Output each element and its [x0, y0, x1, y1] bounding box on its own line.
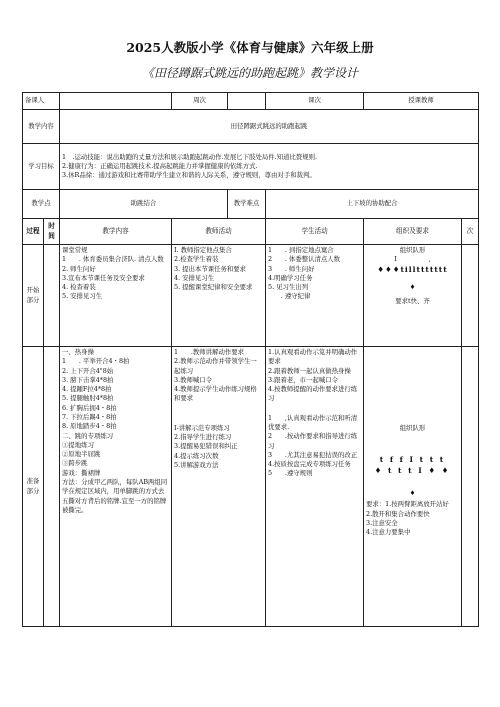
list-item: 1.认真观看动作示笕并明确动作要求: [268, 348, 358, 366]
teacher-label: 授课教师: [364, 93, 479, 110]
header-time: 时间: [44, 219, 60, 245]
list-item: 二、跳的专项练习: [62, 431, 114, 440]
prep-teacher: [172, 347, 266, 627]
list-item: I-讲解示范专项练习: [174, 423, 230, 432]
prep-time: [44, 347, 60, 627]
list-item: 5. 见习生出列: [268, 283, 309, 292]
prep-content: [60, 347, 172, 627]
header-student: 学生活动: [266, 219, 364, 245]
formation-row: ♦ t t t I ♦ ♦: [374, 466, 451, 476]
difficult-label: 教学难点: [228, 190, 266, 219]
header-teacher: 教师活动: [172, 219, 266, 245]
info-row: [23, 93, 479, 110]
opening-label: 开始部分: [23, 245, 44, 347]
objective-item: 2.健康行为：正确运用起跳技术.提高起跳能力并掌握健康的依练方式.: [62, 161, 258, 170]
org-requirement: 2.散开和集合动作要快: [366, 509, 430, 518]
preparer-label: 备课人: [23, 93, 60, 110]
org-requirement: 3.注意安全: [366, 518, 398, 527]
list-item: 2.检查学生着装: [174, 255, 219, 264]
objective-item: 3.休R品徐：通过游戏和比赛带助学生建立和谐的人际关系，遵守规则，尊由对手和裁判。: [62, 171, 316, 180]
opening-time: [44, 245, 60, 347]
opening-times: [462, 245, 479, 347]
key-points-label: 教学点: [23, 190, 60, 219]
objectives-list: [60, 144, 479, 190]
preparer-value: [60, 93, 172, 110]
list-item: 7. 下拉后踢4・8拍: [62, 412, 117, 421]
list-item: 2.指导学生进行练习: [174, 432, 232, 441]
opening-student: [266, 245, 364, 347]
list-item: 5.讲解游戏方法: [174, 460, 219, 469]
list-item: 1 . 平举开合4・8拍: [62, 357, 130, 366]
prep-label: 准备部分: [23, 347, 44, 627]
list-item: 4. 安排见习生: [174, 273, 215, 282]
list-item: 1 .教师讲解动作要求: [174, 348, 245, 356]
list-item: 5. 提腿触肘4*8拍: [62, 394, 114, 403]
key-points-value: 助跳结合: [60, 190, 228, 219]
week-value: [228, 93, 266, 110]
list-item: 1 . 体育委员集合济队. 清点人数: [62, 255, 164, 264]
list-item: 4.明确学习任务: [268, 273, 313, 282]
list-item: 4.按教师提醒的动作要求进行练习: [268, 385, 358, 403]
document-title: 2025人教版小学《体育与健康》六年级上册: [126, 40, 374, 55]
document-subtitle: 《田径蹲踞式跳远的助跑起跳》教学设计: [141, 66, 358, 80]
list-item: 3 .尤其注意易犯拈误的改正: [268, 450, 358, 459]
content-row: [23, 110, 479, 144]
list-item: 3. 提出本节课任务和要求: [174, 264, 247, 273]
content-value: 田径蹲踞式跳远的助跑起跳: [60, 110, 479, 144]
prep-row: [23, 347, 479, 627]
opening-organization: [364, 245, 462, 347]
org-title: 组织队形: [399, 424, 426, 432]
list-item: 3.跟着老，市一起喊口令: [268, 375, 339, 384]
list-item: 5 .遵守规则: [268, 469, 313, 478]
key-points-row: [23, 190, 479, 219]
list-item: 3.提醒易犯错误和纠正: [174, 442, 238, 451]
formation-row: I ,: [394, 255, 431, 264]
org-requirement: 要求：1.按两臂距离放开站好: [366, 500, 449, 509]
list-item: 4.提示练习次数: [174, 451, 219, 460]
list-item: 6. 扩胸后拥4・8拍: [62, 403, 117, 412]
list-item: 2.跟着教师一起认真做热身操: [268, 366, 351, 375]
opening-row: [23, 245, 479, 347]
list-item: 方法：分成甲乙两队，每队AB两组同学在规定区域内，用单脚跳的方式去五撕对方背后的铭牌.宜至一方的铭牌被撕完。: [62, 477, 168, 514]
header-content: 教学内容: [60, 219, 172, 245]
list-item: 4.按质按盘完成专项练习任务: [268, 460, 351, 469]
list-item: 3.宣布本节课任务及安全要求: [62, 273, 145, 282]
org-requirement: 4.注意力要集中: [366, 528, 411, 537]
list-item: 4.教师提示学生动作练习规格和要求: [174, 385, 257, 403]
formation-row: ♦♦♦tillttttttt: [377, 264, 448, 274]
list-item: ③跨步跳: [62, 459, 88, 468]
list-item: 2 . 体委整认清点人数: [268, 255, 341, 264]
list-item: 2. 上下开合4"8始: [62, 366, 114, 375]
list-item: ②原地半屈跳: [62, 450, 101, 459]
list-item: 3 . 师生问好: [268, 264, 315, 273]
objectives-label: 学习目标: [23, 144, 60, 190]
formation-row: ♦: [409, 489, 416, 498]
week-label: 周次: [172, 93, 228, 110]
list-item: 5. 提醒课堂纪律和安全要求: [174, 283, 253, 292]
list-item: . 遵守纪律: [268, 292, 311, 301]
header-times: 次: [462, 219, 479, 245]
content-label: 教学内容: [23, 110, 60, 144]
list-item: 2. 师生问好: [62, 264, 96, 273]
list-item: 4. 检杳着装: [62, 283, 96, 292]
list-item: 3. 膀下击掌4*8拍: [62, 375, 114, 384]
list-item: 2 .按动作要求和指导进行练习: [268, 432, 358, 450]
list-item: 8. 原地踏步4・8拍: [62, 422, 117, 431]
objectives-row: [23, 144, 479, 190]
lesson-plan-table: [22, 92, 479, 627]
org-requirement: 要求t快、齐: [395, 296, 430, 305]
org-title: 组织队形: [399, 246, 426, 254]
prep-student: [266, 347, 364, 627]
list-item: 4. 提踵F拉4*8拍: [62, 385, 112, 394]
header-process: 过程: [23, 219, 44, 245]
prep-organization: [364, 347, 462, 627]
header-organization: 组织及要求: [364, 219, 462, 245]
table-header-row: [23, 219, 479, 245]
formation-row: t f f I t t t: [379, 455, 446, 465]
opening-teacher: [172, 245, 266, 347]
list-item: ①提地练习: [62, 440, 94, 449]
prep-times: [462, 347, 479, 627]
list-item: 5. 安排见习生: [62, 292, 103, 301]
list-item: 1 . 到指定地点窠合: [268, 246, 334, 254]
list-item: 课堂常规: [62, 246, 88, 254]
opening-content: [60, 245, 172, 347]
formation-row: ♦: [409, 283, 416, 292]
objective-item: 1 .运动技能：说出助跑的丈量方法和展示助跑起跳动作.发展匕下肢处局件.知道比赘规则.: [62, 152, 318, 161]
list-item: 一、热身操: [62, 348, 94, 356]
list-item: I. 教师指定他点集合: [174, 246, 232, 254]
list-item: 2.教师示范动作并带领学生一起练习: [174, 357, 257, 375]
list-item: 3.教师喊口令: [174, 375, 213, 384]
difficult-value: 上下坡的协助配合: [266, 190, 479, 219]
list-item: 游戏：撕裙牌: [62, 468, 101, 477]
list-item: 1 ,认真观看动作示范和听清优要求.: [268, 413, 358, 431]
period-label: 课次: [266, 93, 364, 110]
